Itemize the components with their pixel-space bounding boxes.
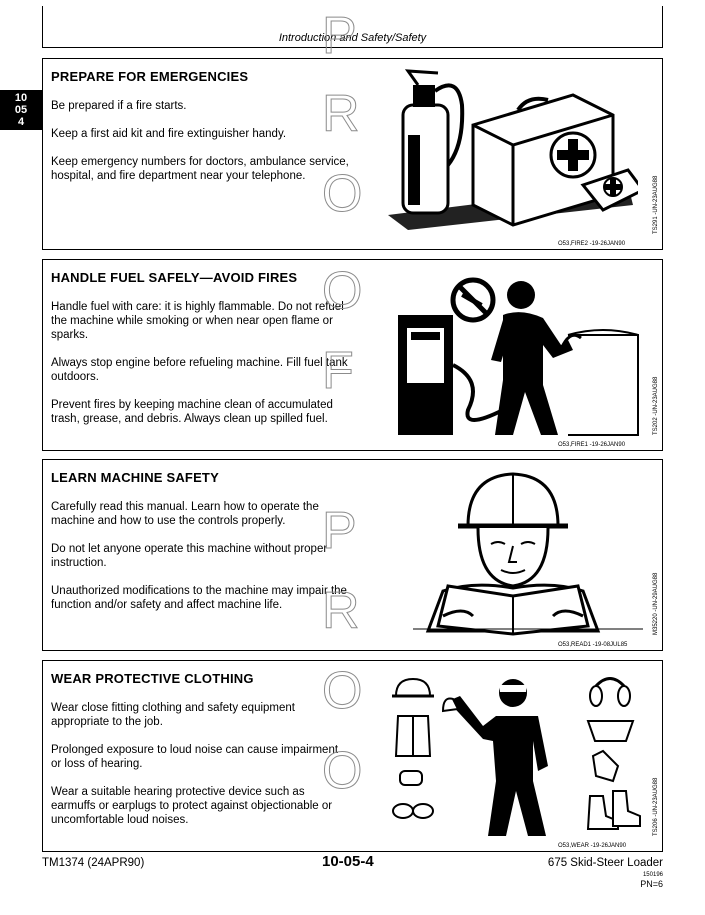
protective-gear-illustration: [388, 671, 643, 841]
footer-pn: PN=6: [640, 879, 663, 889]
paragraph: Do not let anyone operate this machine without proper instruction.: [51, 543, 328, 569]
section-title: WEAR PROTECTIVE CLOTHING: [51, 671, 254, 686]
figure-caption: O53,READ1 -19-08JUL85: [558, 642, 628, 648]
paragraph: Prevent fires by keeping machine clean of accumulated trash, grease, and debris. Always clean up spilled fuel.: [51, 399, 333, 425]
section-body: [51, 701, 351, 841]
refueling-no-smoking-illustration: [393, 270, 643, 440]
paragraph: Wear a suitable hearing protective device such as earmuffs or earplugs to protect against objectionable or uncomfortable loud noises.: [51, 786, 333, 826]
watermark-letter: P: [322, 502, 357, 560]
paragraph: Wear close fitting clothing and safety equipment appropriate to the job.: [51, 702, 295, 728]
tab-line: 05: [14, 104, 28, 116]
manual-id: TM1374 (24APR90): [42, 857, 145, 869]
section-title: LEARN MACHINE SAFETY: [51, 470, 219, 485]
paragraph: Unauthorized modifications to the machine may impair the function and/or safety and affect machine life.: [51, 585, 347, 611]
tab-line: 10: [14, 92, 28, 104]
figure-caption: O53,WEAR -19-26JAN90: [558, 843, 627, 849]
product-name: 675 Skid-Steer Loader: [547, 857, 663, 869]
figure-caption: O53,FIRE2 -19-26JAN90: [558, 241, 626, 247]
watermark-letter: O: [322, 165, 363, 223]
section-body: [51, 300, 351, 440]
paragraph: Be prepared if a fire starts.: [51, 100, 187, 112]
paragraph: Always stop engine before refueling machine. Fill fuel tank outdoors.: [51, 357, 348, 383]
watermark-letter: P: [322, 7, 357, 65]
section-title: HANDLE FUEL SAFELY—AVOID FIRES: [51, 270, 298, 285]
figure-side-code: TS202 -UN-23AUG88: [653, 376, 659, 435]
paragraph: Handle fuel with care: it is highly flammable. Do not refuel the machine while smoking or when near open flame or sparks.: [51, 301, 344, 341]
watermark-letter: O: [322, 662, 363, 720]
page-number: 10-05-4: [322, 853, 374, 870]
section-title: PREPARE FOR EMERGENCIES: [51, 69, 249, 84]
watermark-letter: F: [322, 342, 354, 400]
chapter-tab: [0, 90, 42, 130]
section-body: [51, 500, 351, 626]
section-body: [51, 99, 351, 197]
figure-side-code: M35220 -UN-29AUG88: [653, 572, 659, 635]
paragraph: Prolonged exposure to loud noise can cause impairment or loss of hearing.: [51, 744, 339, 770]
watermark-letter: O: [322, 262, 363, 320]
footer-code: 150196: [642, 872, 663, 878]
figure-side-code: TS206 -UN-23AUG88: [653, 777, 659, 836]
section-header: Introduction and Safety/Safety: [278, 32, 427, 44]
watermark-letter: R: [322, 582, 360, 640]
paragraph: Keep emergency numbers for doctors, ambulance service, hospital, and fire department near your telephone.: [51, 156, 349, 182]
watermark-letter: O: [322, 742, 363, 800]
tab-line: 4: [17, 116, 25, 128]
figure-side-code: TS291 -UN-23AUG88: [653, 175, 659, 234]
fire-extinguisher-first-aid-illustration: [378, 65, 638, 235]
watermark-letter: R: [322, 85, 360, 143]
paragraph: Carefully read this manual. Learn how to operate the machine and how to use the controls properly.: [51, 501, 319, 527]
paragraph: Keep a first aid kit and fire extinguisher handy.: [51, 128, 287, 140]
reading-manual-illustration: [373, 466, 643, 636]
figure-caption: O53,FIRE1 -19-26JAN90: [558, 442, 626, 448]
